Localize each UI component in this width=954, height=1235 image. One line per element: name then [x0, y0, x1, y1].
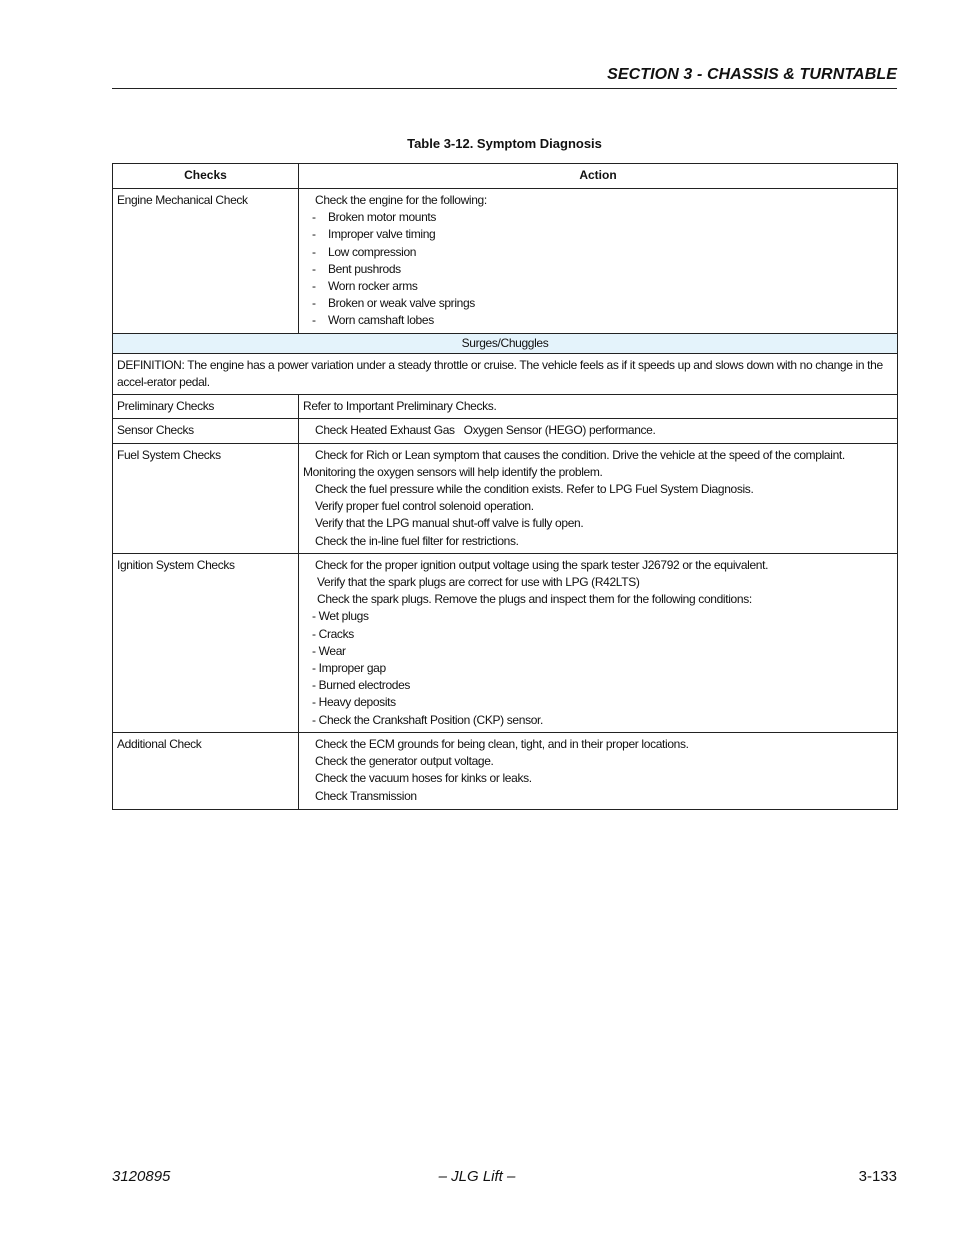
action-line: Check Heated Exhaust Gas Oxygen Sensor (HEGO) performance. [315, 423, 656, 438]
list-item: - Wear [312, 643, 346, 658]
action-line: Check Transmission [315, 788, 417, 803]
action-fuel-system [299, 443, 898, 553]
row-label-ignition-system: Ignition System Checks [113, 553, 299, 732]
action-intro: Check the engine for the following: [315, 193, 487, 207]
page-header [112, 64, 897, 89]
list-item: - Heavy deposits [312, 695, 396, 710]
page-number: 3-133 [858, 1168, 897, 1185]
table-row [113, 553, 898, 732]
row-label-fuel-system: Fuel System Checks [113, 443, 299, 553]
table-row [113, 443, 898, 553]
action-preliminary: Refer to Important Preliminary Checks. [299, 395, 898, 419]
table-row [113, 419, 898, 443]
action-ignition-system [299, 553, 898, 732]
table-row [113, 353, 898, 394]
table-header-row [113, 164, 898, 189]
table-row [113, 395, 898, 419]
list-item: - Burned electrodes [312, 678, 411, 693]
action-engine-mechanical [299, 189, 898, 334]
list-item: - Improper valve timing [312, 227, 436, 242]
list-item: - Cracks [312, 626, 354, 641]
row-label-additional: Additional Check [113, 732, 299, 809]
list-item: - Worn camshaft lobes [312, 313, 434, 328]
action-line: Check the in-line fuel filter for restrictions. [315, 533, 519, 548]
definition-text: DEFINITION: The engine has a power variation under a steady throttle or cruise. The vehicle feels as if it speeds up and slows down with no change in the accel-erator pedal. [113, 353, 898, 394]
list-item: - Bent pushrods [312, 261, 401, 276]
list-item: - Low compression [312, 244, 417, 259]
doc-number: 3120895 [112, 1168, 171, 1185]
table-row [113, 189, 898, 334]
list-item: - Check the Crankshaft Position (CKP) sensor. [312, 712, 544, 727]
action-line: Check the ECM grounds for being clean, tight, and in their proper locations. [315, 736, 689, 751]
list-item: - Worn rocker arms [312, 279, 418, 294]
list-item: - Broken motor mounts [312, 210, 437, 225]
action-line: Verify that the spark plugs are correct for use with LPG (R42LTS) [317, 575, 640, 590]
action-sensor [299, 419, 898, 443]
action-line: Verify that the LPG manual shut-off valve is fully open. [315, 516, 584, 531]
footer-brand: – JLG Lift – [438, 1168, 516, 1185]
table-title: Table 3-12. Symptom Diagnosis [407, 136, 602, 151]
action-line: Check the spark plugs. Remove the plugs and inspect them for the following conditions: [317, 592, 752, 607]
action-line: Check for the proper ignition output voltage using the spark tester J26792 or the equivalent. [315, 557, 769, 572]
action-line: Verify proper fuel control solenoid operation. [315, 499, 534, 514]
row-label-sensor: Sensor Checks [113, 419, 299, 443]
row-label-engine-mechanical: Engine Mechanical Check [113, 189, 299, 334]
list-item: - Broken or weak valve springs [312, 296, 475, 311]
symptom-diagnosis-table [112, 163, 898, 810]
action-line: Check the generator output voltage. [315, 754, 494, 769]
row-label-preliminary: Preliminary Checks [113, 395, 299, 419]
column-header-checks: Checks [113, 164, 299, 189]
table-row [113, 732, 898, 809]
symptom-band-row [113, 333, 898, 353]
list-item: - Wet plugs [312, 609, 369, 624]
action-line: Check the fuel pressure while the condition exists. Refer to LPG Fuel System Diagnosis. [315, 482, 754, 497]
symptom-band-label: Surges/Chuggles [113, 333, 898, 353]
column-header-action: Action [299, 164, 898, 189]
action-line: Check for Rich or Lean symptom that causes the condition. Drive the vehicle at the speed of the complaint. Monitoring the oxygen sensors will help identify the problem. [303, 447, 845, 479]
action-line: Check the vacuum hoses for kinks or leaks. [315, 771, 532, 786]
list-item: - Improper gap [312, 661, 386, 676]
action-additional [299, 732, 898, 809]
section-title: SECTION 3 - CHASSIS & TURNTABLE [607, 66, 897, 83]
